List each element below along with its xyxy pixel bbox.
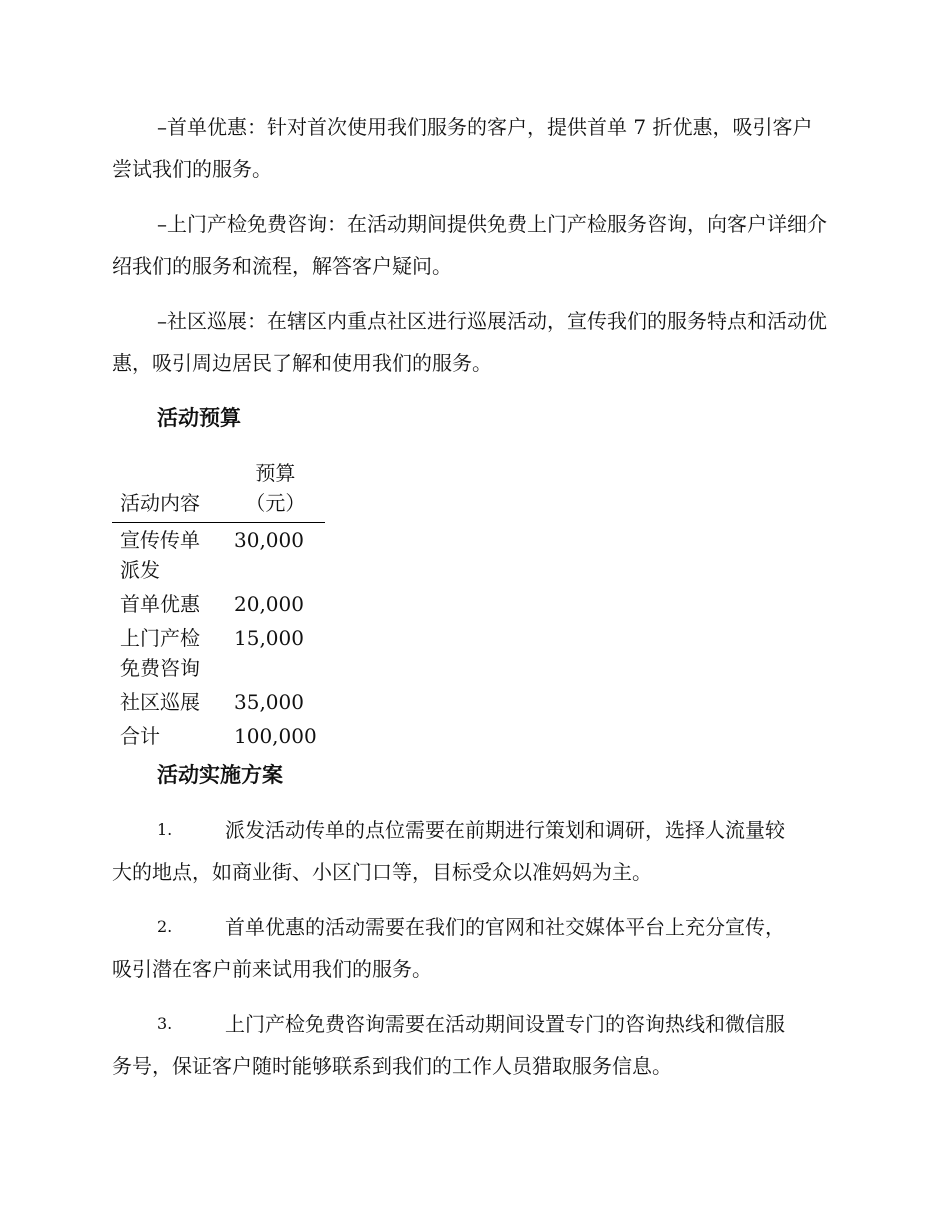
column-header-budget: 预算（元） — [245, 461, 306, 515]
plan-item-line: 吸引潜在客户前来试用我们的服务。 — [112, 957, 432, 981]
table-row — [112, 621, 325, 685]
table-row-total — [112, 719, 325, 753]
column-header-item: 活动内容 — [120, 491, 200, 515]
budget-amount: 15,000 — [234, 626, 304, 650]
budget-amount: 30,000 — [234, 528, 304, 552]
budget-amount: 100,000 — [234, 724, 317, 748]
paragraph-first-order-discount: –首单优惠：针对首次使用我们服务的客户，提供首单 7 折优惠，吸引客户尝试我们的服务。 — [112, 115, 813, 181]
paragraph-free-consultation: –上门产检免费咨询：在活动期间提供免费上门产检服务咨询，向客户详细介绍我们的服务和流程，解答客户疑问。 — [112, 212, 827, 278]
plan-item-line: 务号，保证客户随时能够联系到我们的工作人员猎取服务信息。 — [112, 1054, 672, 1078]
budget-item: 上门产检免费咨询 — [120, 626, 200, 680]
plan-item-line: 首单优惠的活动需要在我们的官网和社交媒体平台上充分宣传， — [225, 915, 785, 939]
budget-amount: 35,000 — [234, 690, 304, 714]
budget-amount: 20,000 — [234, 592, 304, 616]
plan-item-number: 2. — [157, 917, 173, 936]
plan-heading: 活动实施方案 — [157, 762, 283, 787]
budget-item: 首单优惠 — [120, 592, 200, 616]
budget-header-row — [112, 456, 325, 523]
budget-item: 社区巡展 — [120, 690, 200, 714]
plan-item-line: 上门产检免费咨询需要在活动期间设置专门的咨询热线和微信服 — [225, 1012, 785, 1036]
budget-table — [112, 456, 325, 753]
plan-item-text — [112, 906, 832, 990]
table-row — [112, 685, 325, 719]
budget-item: 合计 — [120, 724, 160, 748]
table-row — [112, 523, 325, 588]
budget-heading: 活动预算 — [157, 405, 241, 430]
budget-item: 宣传传单派发 — [120, 528, 200, 582]
table-row — [112, 587, 325, 621]
plan-item-line: 大的地点，如商业街、小区门口等，目标受众以准妈妈为主。 — [112, 860, 652, 884]
paragraph-community-tour: –社区巡展：在辖区内重点社区进行巡展活动，宣传我们的服务特点和活动优惠，吸引周边居民了解和使用我们的服务。 — [112, 309, 827, 375]
plan-item-number: 3. — [157, 1014, 173, 1033]
plan-item-text — [112, 1003, 832, 1087]
plan-item-text — [112, 809, 832, 893]
plan-item-line: 派发活动传单的点位需要在前期进行策划和调研，选择人流量较 — [225, 818, 785, 842]
plan-item-number: 1. — [157, 820, 173, 839]
